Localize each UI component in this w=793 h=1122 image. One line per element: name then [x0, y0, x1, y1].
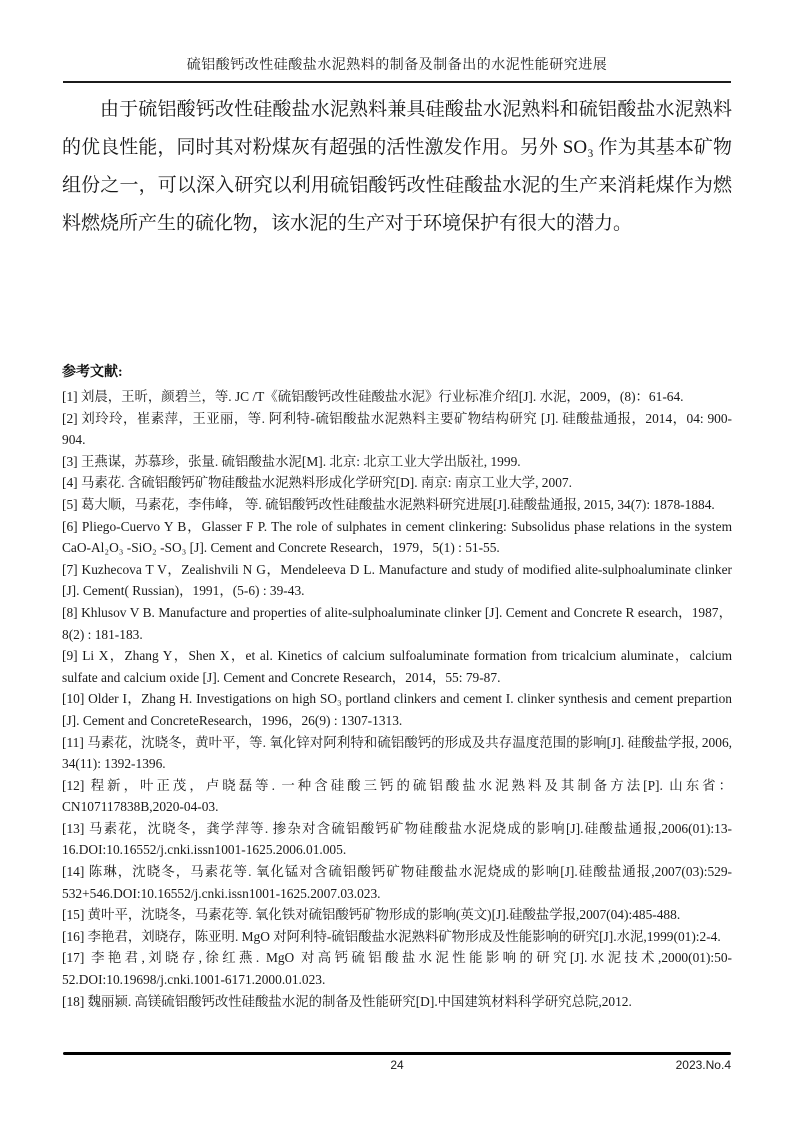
reference-item: [17] 李艳君,刘晓存,徐红燕. MgO 对高钙硫铝酸盐水泥性能影响的研究[J].水泥技术,2000(01):50-52.DOI:10.19698/j.cnki.1001-6171.2000.01.023. — [62, 950, 732, 988]
reference-item: [16] 李艳君，刘晓存，陈亚明. MgO 对阿利特-硫铝酸盐水泥熟料矿物形成及性能影响的研究[J].水泥,1999(01):2-4. — [62, 928, 721, 944]
references-heading: 参考文献: — [62, 365, 123, 380]
reference-item: [15] 黄叶平，沈晓冬，马素花等. 氧化铁对硫铝酸钙矿物形成的影响(英文)[J].硅酸盐学报,2007(04):485-488. — [62, 907, 681, 923]
reference-item: [4] 马素花. 含硫铝酸钙矿物硅酸盐水泥熟料形成化学研究[D]. 南京: 南京工业大学, 2007. — [62, 475, 572, 491]
reference-item: [10] Older I，Zhang H. Investigations on high SO₃ portland clinkers and cement I. clinker synthesis and cement prepartion [J]. Cement and ConcreteResearch，1996，26(9) : 1307-1313. — [62, 691, 732, 728]
reference-item: [2] 刘玲玲，崔素萍，王亚丽，等. 阿利特-硫铝酸盐水泥熟料主要矿物结构研究 [J]. 硅酸盐通报，2014，04: 900-904. — [62, 410, 732, 448]
issue-number: 2023.No.4 — [675, 1058, 731, 1072]
footer-rule — [63, 1052, 731, 1055]
reference-item: [5] 葛大顺，马素花，李伟峰， 等. 硫铝酸钙改性硅酸盐水泥熟料研究进展[J].硅酸盐通报, 2015, 34(7): 1878-1884. — [62, 496, 715, 512]
references-section — [62, 361, 732, 1012]
reference-item: [9] Li X，Zhang Y，Shen X，et al. Kinetics of calcium sulfoaluminate formation from tricalcium aluminate，calcium sulfate and calcium oxide [J]. Cement and Concrete Research，2014，55: 79-87. — [62, 648, 732, 685]
page-number: 24 — [390, 1058, 404, 1072]
reference-item: [11] 马素花，沈晓冬，黄叶平，等. 氧化锌对阿利特和硫铝酸钙的形成及共存温度范围的影响[J]. 硅酸盐学报, 2006, 34(11): 1392-1396. — [62, 734, 732, 772]
reference-item: [7] Kuzhecova T V，Zealishvili N G，Mendeleeva D L. Manufacture and study of modified alite-sulphoaluminate clinker [J]. Cement( Russian)，1991，(5-6) : 39-43. — [62, 561, 732, 599]
reference-item: [6] Pliego-Cuervo Y B，Glasser F P. The role of sulphates in cement clinkering: Subsolidus phase relations in the system CaO-Al₂O₃ -SiO₂ -SO₃ [J]. Cement and Concrete Research，1979，5(1) : 51-55. — [62, 518, 732, 556]
running-head-title: 硫铝酸钙改性硅酸盐水泥熟料的制备及制备出的水泥性能研究进展 — [186, 58, 608, 73]
references-list — [62, 386, 732, 1012]
reference-item: [3] 王燕谋，苏慕珍，张量. 硫铝酸盐水泥[M]. 北京: 北京工业大学出版社, 1999. — [62, 453, 521, 469]
reference-item: [18] 魏丽颍. 高镁硫铝酸钙改性硅酸盐水泥的制备及性能研究[D].中国建筑材料科学研究总院,2012. — [62, 993, 632, 1009]
header-rule — [63, 81, 731, 83]
reference-item: [8] Khlusov V B. Manufacture and properties of alite-sulphoaluminate clinker [J]. Cement and Concrete R esearch，1987，8(2) : 181-183. — [62, 604, 732, 642]
reference-item: [14] 陈琳，沈晓冬，马素花等. 氧化锰对含硫铝酸钙矿物硅酸盐水泥烧成的影响[J].硅酸盐通报,2007(03):529-532+546.DOI:10.16552/j.cnki.issn1001-1625.2007.03.023. — [62, 864, 732, 901]
body-paragraph: 由于硫铝酸钙改性硅酸盐水泥熟料兼具硅酸盐水泥熟料和硫铝酸盐水泥熟料的优良性能，同时其对粉煤灰有超强的活性激发作用。另外 SO₃ 作为其基本矿物组份之一，可以深入研究以利用硫铝酸钙改性硅酸盐水泥的生产来消耗煤作为燃料燃烧所产生的硫化物，该水泥的生产对于环境保护有很大的潜力。 — [62, 99, 732, 234]
reference-item: [12] 程新，叶正茂，卢晓磊等. 一种含硅酸三钙的硫铝酸盐水泥熟料及其制备方法[P]. 山东省：CN107117838B,2020-04-03. — [62, 777, 732, 815]
reference-item: [13] 马素花，沈晓冬，龚学萍等. 掺杂对含硫铝酸钙矿物硅酸盐水泥烧成的影响[J].硅酸盐通报,2006(01):13-16.DOI:10.16552/j.cnki.issn1001-1625.2006.01.005. — [62, 820, 732, 858]
reference-item: [1] 刘晨，王昕，颜碧兰，等. JC /T《硫铝酸钙改性硅酸盐水泥》行业标准介绍[J]. 水泥，2009，(8)：61-64. — [62, 389, 684, 404]
